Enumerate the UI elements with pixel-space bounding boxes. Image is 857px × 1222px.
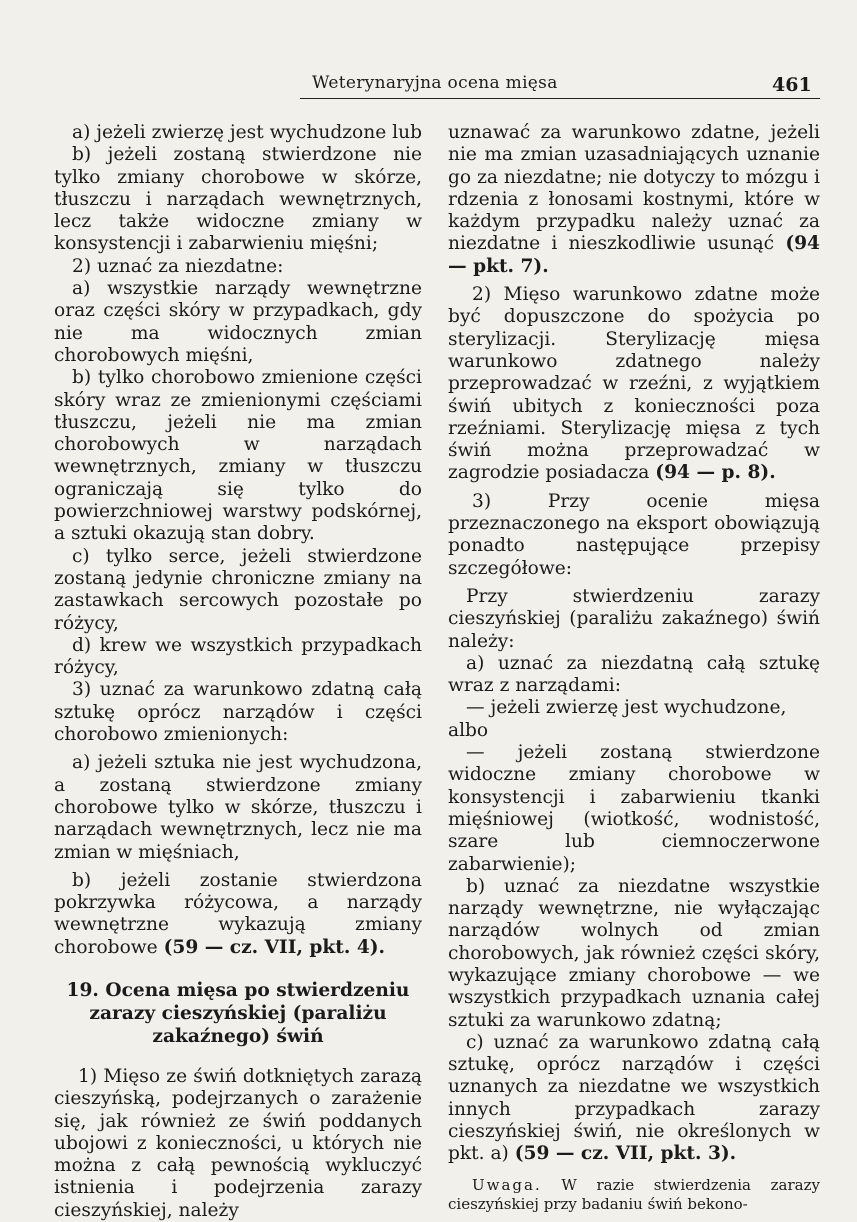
legal-reference: (59 — cz. VII, pkt. 3). xyxy=(514,1143,737,1165)
section-heading: 19. Ocena mięsa po stwierdzeniu zarazy cieszyńskiej (paraliżu zakaźnego) świń xyxy=(66,979,410,1047)
paragraph: 3) uznać za warunkowo zdatną całą sztukę oprócz narządów i części chorobowo zmienionych: xyxy=(54,679,422,746)
legal-reference: (59 — cz. VII, pkt. 4). xyxy=(163,936,386,958)
left-column xyxy=(54,122,422,1222)
header-rule xyxy=(300,98,820,99)
paragraph: Przy stwierdzeniu zarazy cieszyńskiej (paraliżu zakaźnego) świń należy: xyxy=(448,585,820,652)
page-header xyxy=(0,0,857,110)
legal-reference: (94 — pkt. 7). xyxy=(448,233,820,277)
paragraph xyxy=(448,1032,820,1166)
paragraph xyxy=(448,284,820,485)
paragraph: b) uznać za niezdatne wszystkie narządy wewnętrzne, nie wyłączając narządów wolnych od zmian chorobowych, jak również części skóry, wykazujące zmiany chorobowe — we wszystkich przypadkach uznania całej sztuki za warunkowo zdatną; xyxy=(448,875,820,1031)
paragraph: a) jeżeli zwierzę jest wychudzone lub xyxy=(72,122,422,143)
paragraph-text: c) uznać za warunkowo zdatną całą sztukę, oprócz narządów i części uznanych za niezdatne we wszystkich innych przypadkach zarazy cieszyńskiej świń, nie określonych w pkt. a) xyxy=(448,1031,820,1165)
paragraph-text: b) jeżeli zostanie stwierdzona pokrzywka różycowa, a narządy wewnętrzne wykazują zmiany chorobowe xyxy=(54,869,422,958)
paragraph xyxy=(54,870,422,959)
paragraph: b) tylko chorobowo zmienione części skóry wraz ze zmienionymi częściami tłuszczu, jeżeli nie ma zmian chorobowych w narządach wewnętrznych, zmiany w tłuszczu ograniczają się tylko do powierzchniowej warstwy podskórnej, a sztuki okazują stan dobry. xyxy=(54,367,422,545)
paragraph: — jeżeli zwierzę jest wychudzone, albo xyxy=(448,697,787,741)
paragraph: a) wszystkie narządy wewnętrzne oraz części skóry w przypadkach, gdy nie ma widocznych zmian chorobowych mięśni, xyxy=(54,278,422,366)
paragraph xyxy=(448,122,820,278)
page-number: 461 xyxy=(772,74,812,96)
paragraph: c) tylko serce, jeżeli stwierdzone zostaną jedynie chroniczne zmiany na zastawkach sercowych pozostałe po różycy, xyxy=(54,545,422,634)
paragraph: a) uznać za niezdatną całą sztukę wraz z narządami: xyxy=(448,652,820,697)
paragraph: 3) Przy ocenie mięsa przeznaczonego na eksport obowiązują ponadto następujące przepisy szczegółowe: xyxy=(448,490,820,579)
legal-reference: (94 — p. 8). xyxy=(655,462,776,484)
note-label: Uwaga. xyxy=(472,1175,542,1194)
paragraph: a) jeżeli sztuka nie jest wychudzona, a zostaną stwierdzone zmiany chorobowe tylko w skórze, tłuszczu i narządach wewnętrznych, lecz nie ma zmian w mięśniach, xyxy=(54,752,422,863)
paragraph: 2) uznać za niezdatne: xyxy=(72,255,284,277)
paragraph: d) krew we wszystkich przypadkach różycy, xyxy=(54,634,422,679)
paragraph: — jeżeli zostaną stwierdzone widoczne zmiany chorobowe w konsystencji i zabarwieniu tkanki mięśniowej (wiotkość, wodnistość, szare lub ciemnoczerwone zabarwienie); xyxy=(448,742,820,875)
note-text: W razie stwierdzenia zarazy cieszyńskiej przy badaniu świń bekono- xyxy=(448,1175,820,1213)
paragraph: b) jeżeli zostaną stwierdzone nie tylko zmiany chorobowe w skórze, tłuszczu i narządach wewnętrznych, lecz także widoczne zmiany w konsystencji i zabarwieniu mięśni; xyxy=(54,144,422,255)
paragraph: 1) Mięso ze świń dotkniętych zarazą cieszyńską, podejrzanych o zarażenie się, jak również ze świń poddanych ubojowi z konieczności, u których nie można z całą pewnością wykluczyć istnienia i podejrzenia zarazy cieszyńskiej, należy xyxy=(54,1065,422,1221)
running-title: Weterynaryjna ocena mięsa xyxy=(312,73,558,93)
paragraph-text: 2) Mięso warunkowo zdatne może być dopuszczone do spożycia po sterylizacji. Sterylizację mięsa warunkowo zdatnego należy przeprowadzać w rzeźni, z wyjątkiem świń ubitych z konieczności poza rzeźniami. Sterylizację mięsa z tych świń można przeprowadzać w zagrodzie posiadacza xyxy=(448,284,820,484)
right-column xyxy=(448,122,820,1214)
note xyxy=(448,1176,820,1214)
paragraph-text: uznawać za warunkowo zdatne, jeżeli nie ma zmian uzasadniających uznanie go za niezdatne; nie dotyczy to mózgu i rdzenia z łonosami kostnymi, które w każdym przypadku należy uznać za niezdatne i nieszkodliwie usunąć xyxy=(448,122,820,255)
